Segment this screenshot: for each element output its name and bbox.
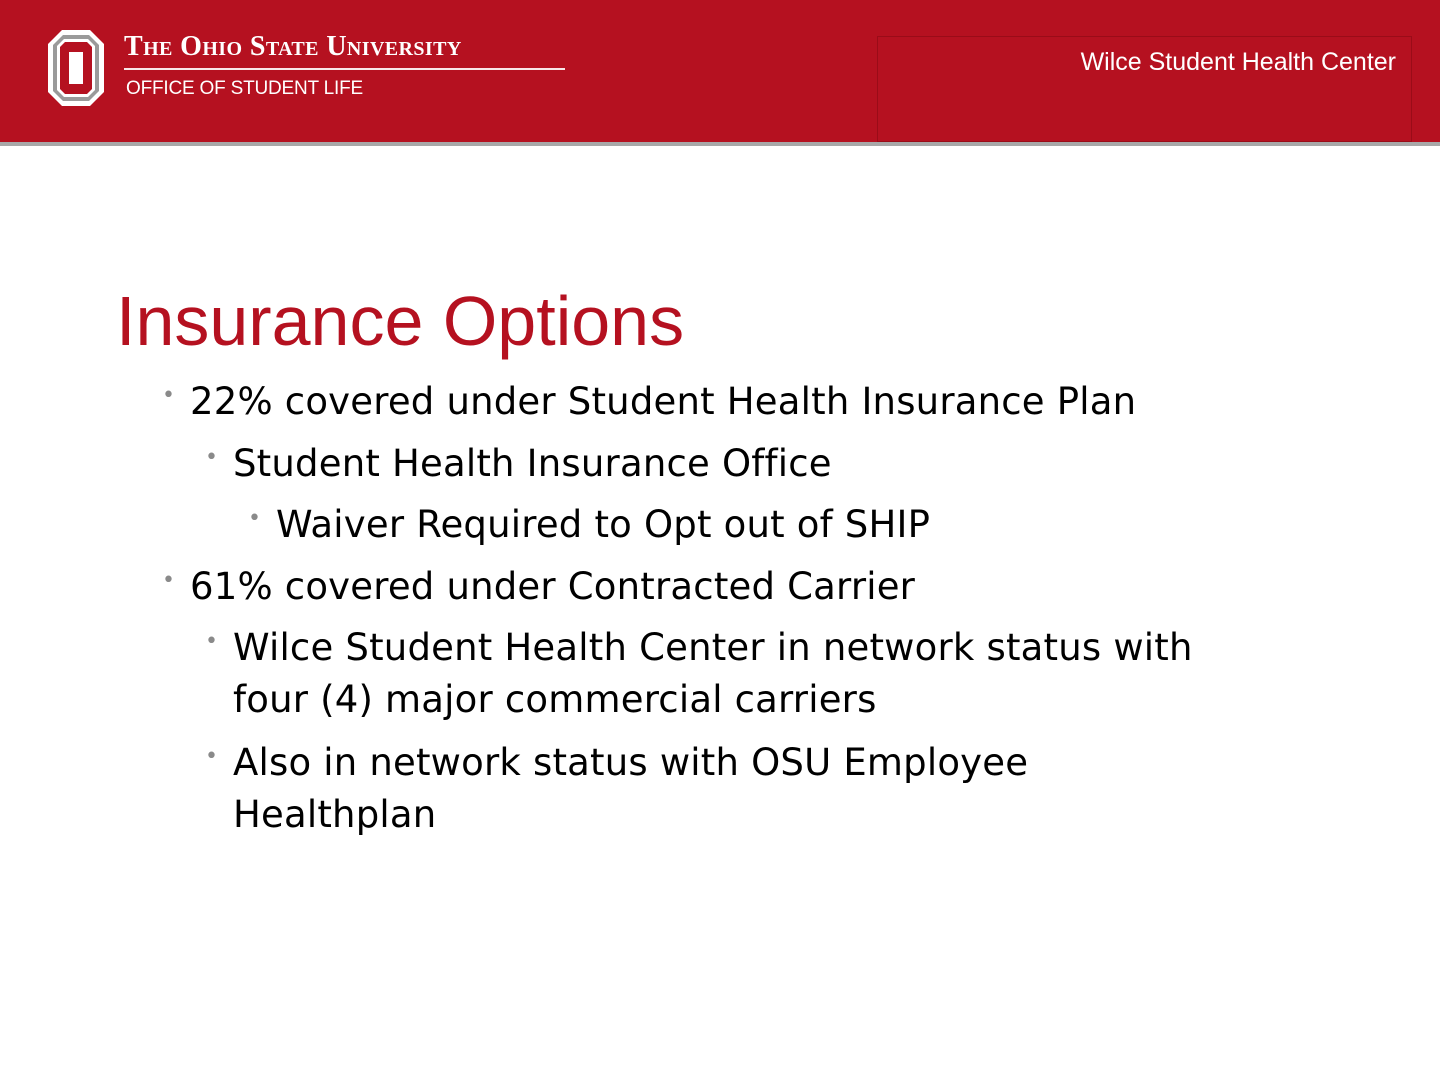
bullet-text: 22% covered under Student Health Insurance Plan [190,380,1137,423]
department-name: Wilce Student Health Center [1080,48,1396,76]
department-box [877,36,1412,142]
bullet-text: Wilce Student Health Center in network status with four (4) major commercial carriers [233,626,1193,721]
bullet-dot: • [205,744,219,769]
bullet-dot: • [205,629,219,654]
bullet-level-2 [205,438,832,490]
bullet-level-2 [205,737,1103,841]
header-divider [0,142,1440,146]
bullet-dot: • [162,568,176,593]
bullet-text: Also in network status with OSU Employee Healthplan [233,741,1029,836]
bullet-dot: • [248,506,262,531]
bullet-level-3 [248,499,931,551]
bullet-dot: • [162,383,176,408]
bullet-text: Student Health Insurance Office [233,442,832,485]
office-name: OFFICE OF STUDENT LIFE [126,77,363,99]
university-wordmark [124,31,566,99]
bullet-dot: • [205,445,219,470]
slide-title: Insurance Options [116,282,685,360]
bullet-level-1 [162,376,1137,428]
block-o-logo [48,30,104,106]
bullet-level-2 [205,622,1233,726]
bullet-text: 61% covered under Contracted Carrier [190,565,916,608]
bullet-text: Waiver Required to Opt out of SHIP [276,503,931,546]
bullet-level-1 [162,561,916,613]
university-name: The Ohio State University [124,31,462,62]
wordmark-divider [124,68,565,70]
slide-header [0,0,1440,142]
